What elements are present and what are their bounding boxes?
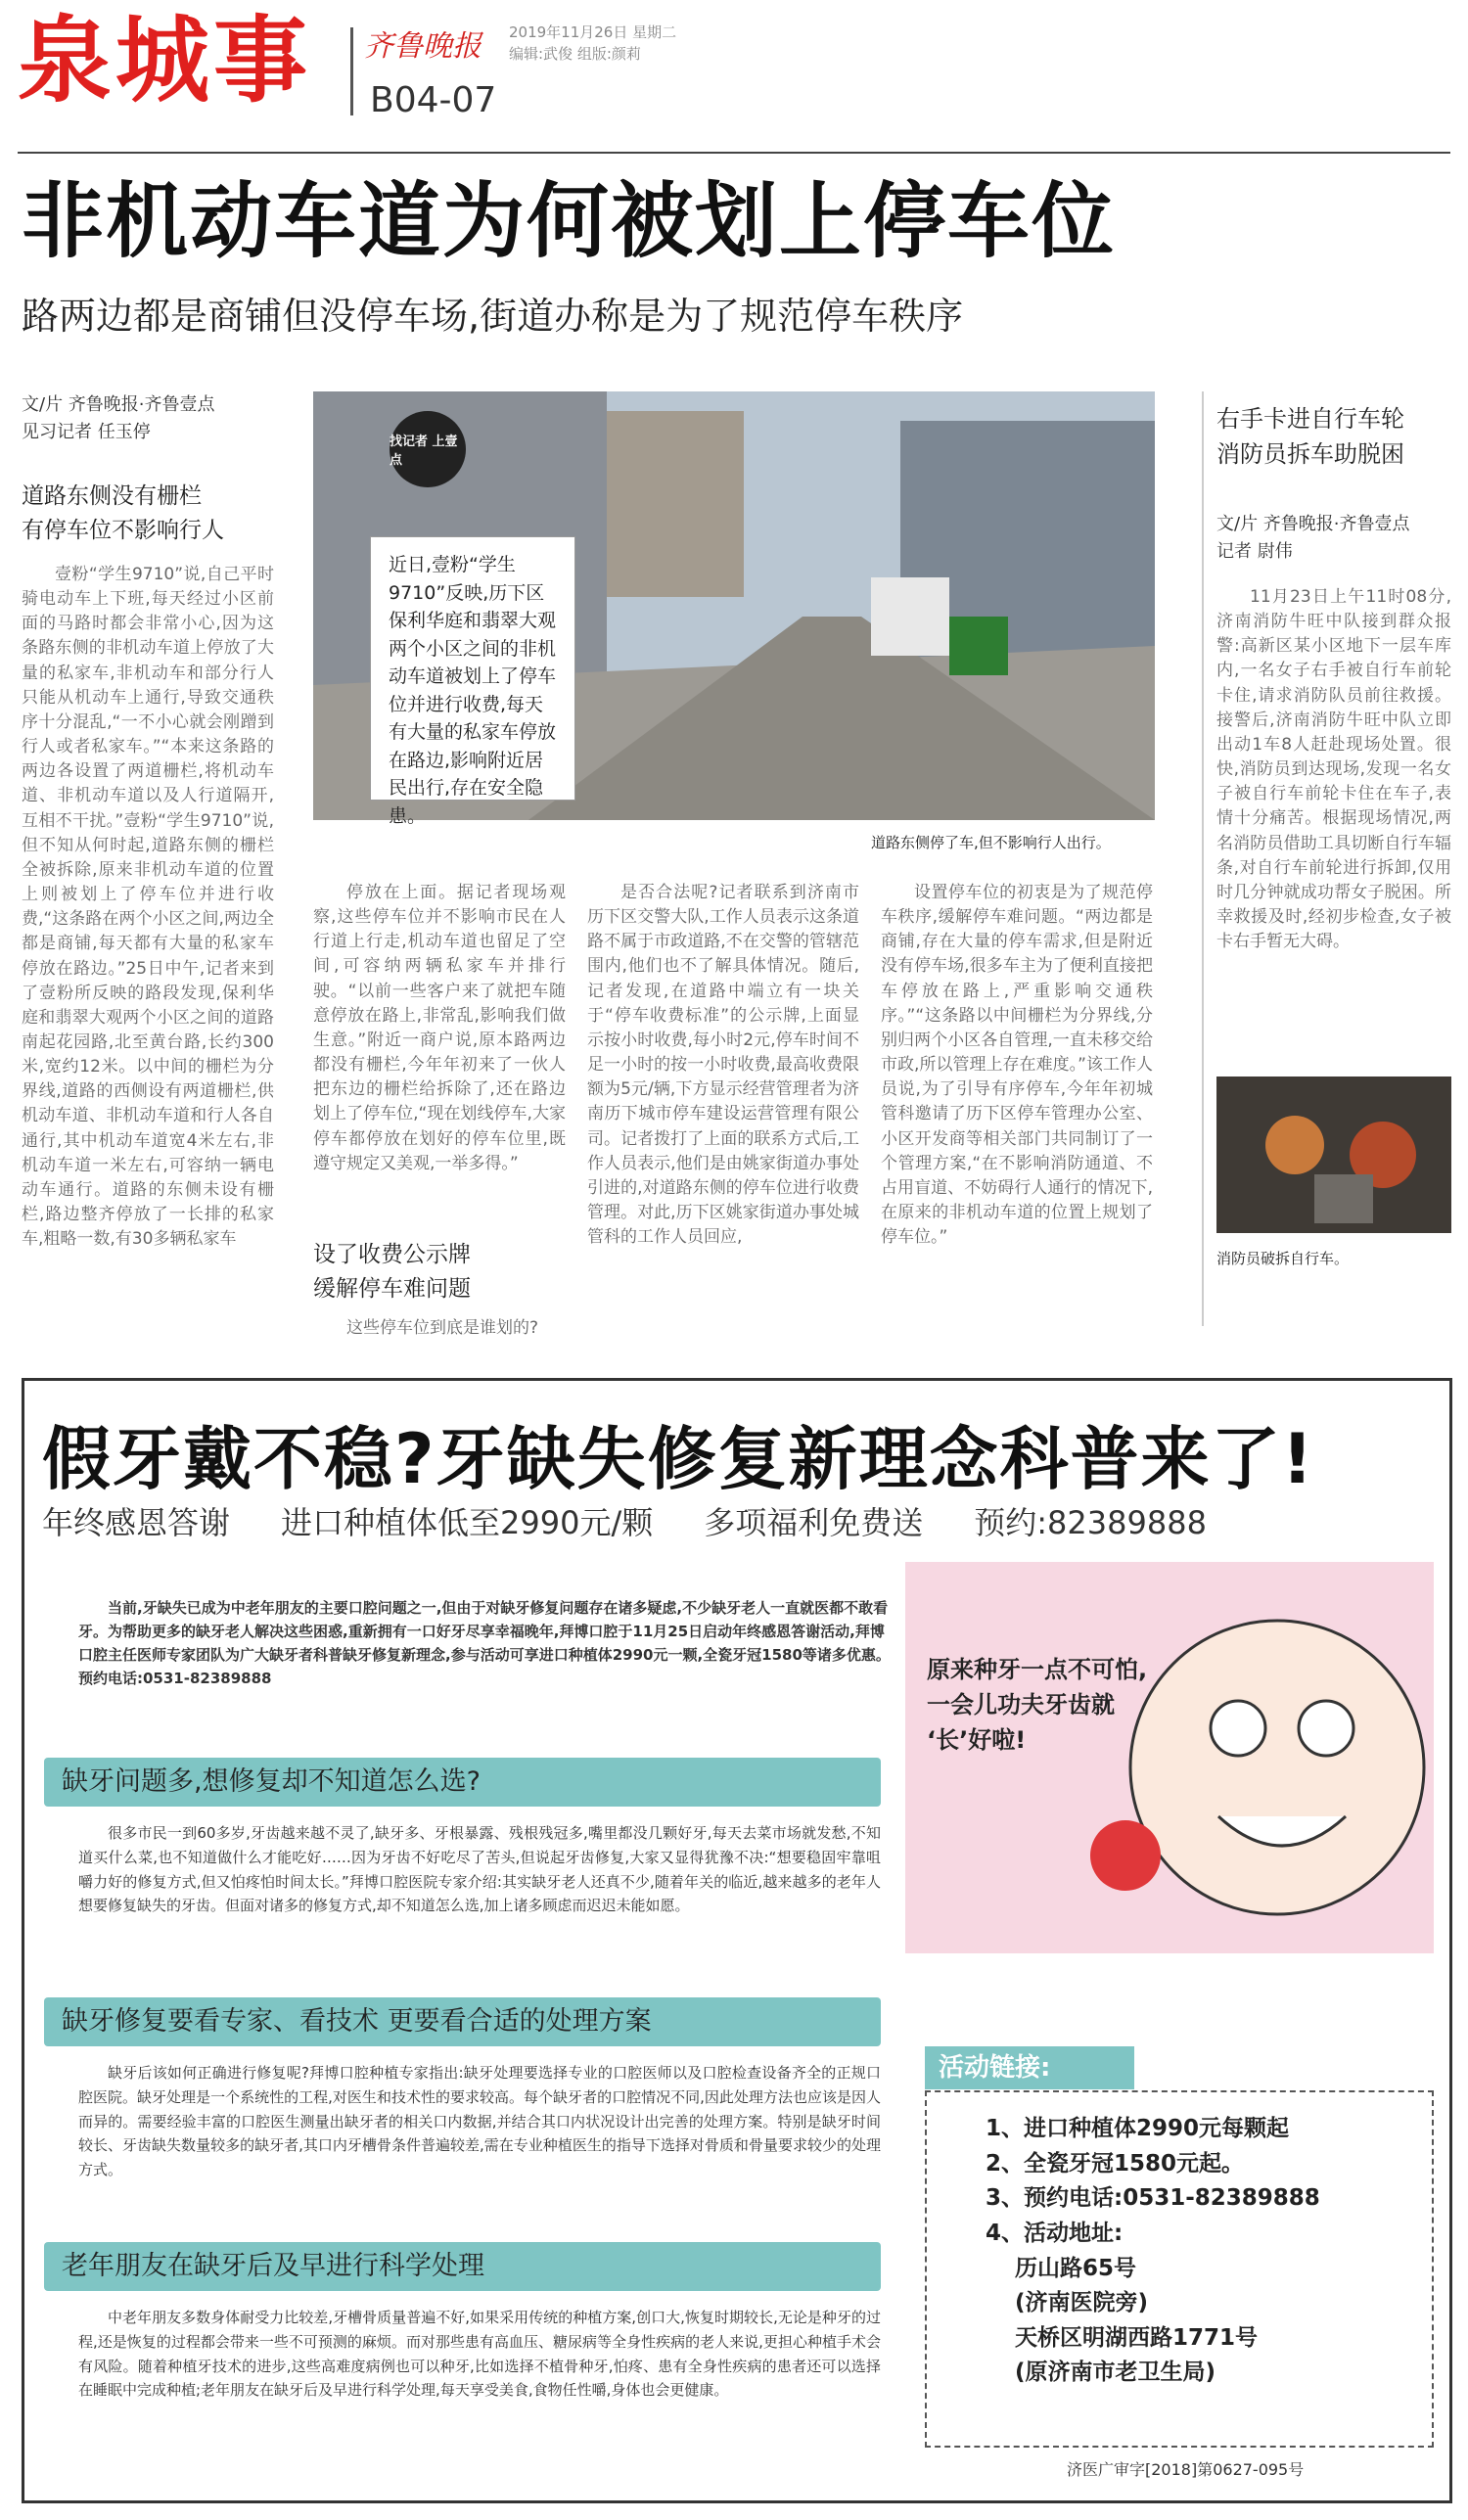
headline: 非机动车道为何被划上停车位 xyxy=(22,173,1117,269)
side-story-headline: 右手卡进自行车轮 消防员拆车助脱困 xyxy=(1216,405,1404,468)
column-1: 壹粉“学生9710”说,自己平时骑电动车上下班,每天经过小区前面的马路时都会非常小心,因为这条路东侧的非机动车道上停放了大量的私家车,非机动车和部分行人只能从机动车上通行,导致交通秩序十分混乱,“一不小心就会刚蹭到行人或者私家车。”“本来这条路的两边各设置了两道栅栏,将机动车道、非机动车道以及人行道隔开,互相不干扰。”壹粉“学生9710”说,但不知从何时起,道路东侧的栅栏全被拆除,原来非机动车道的位置上则被划上了停车位并进行收费,“这条路在两个小区之间,两边全都是商铺,每天都有大量的私家车停放在路边。”25日中午,记者来到了壹粉所反映的路段发现,保利华庭和翡翠大观两个小区之间的道路南起花园路,北至黄台路,长约300米,宽约12米。以中间的栅栏为分界线,道路的西侧设有两道栅栏,供机动车道、非机动车道和行人各自通行,其中机动车道宽4米左右,非机动车道一米左右,可容纳一辆电动车通行。道路的东侧未设有栅栏,路边整齐停放了一长排的私家车,粗略一数,有30多辆私家车 xyxy=(22,565,274,1250)
dental-advertisement xyxy=(22,1378,1452,2503)
activity-item-3: 3、预约电话:0531-82389888 xyxy=(986,2185,1320,2212)
activity-item-4: 4、活动地址: xyxy=(986,2220,1124,2246)
side-story-caption: 消防员破拆自行车。 xyxy=(1216,1250,1350,1267)
column-2: 停放在上面。据记者现场观察,这些停车位并不影响市民在人行道上行走,机动车道也留足了空间,可容纳两辆私家车并排行驶。“以前一些客户来了就把车随意停放在路上,非常乱,影响我们做生意。”附近一商户说,原本路两边都没有栅栏,今年年初来了一伙人把东边的栅栏给拆除了,还在路边划上了停车位,“现在划线停车,大家停车都停放在划好的停车位里,既遵守规定又美观,一举多得。” xyxy=(313,883,566,1173)
ad-section-2-title: 缺牙修复要看专家、看技术 更要看合适的处理方案 xyxy=(44,1997,881,2046)
editor-credits: 编辑:武俊 组版:颜莉 xyxy=(509,45,641,63)
subheadline: 路两边都是商铺但没停车场,街道办称是为了规范停车秩序 xyxy=(22,295,964,338)
section-name: 泉城事 xyxy=(18,6,311,115)
ad-sub-price: 进口种植体低至2990元/颗 xyxy=(281,1504,654,1541)
cartoon-speech: 原来种牙一点不可怕, 一会儿功夫牙齿就 ‘长’好啦! xyxy=(927,1656,1148,1754)
ad-sub-thanks: 年终感恩答谢 xyxy=(42,1504,231,1541)
column-4: 设置停车位的初衷是为了规范停车秩序,缓解停车难问题。“两边都是商铺,存在大量的停车需求,但是附近没有停车场,很多车主为了便利直接把车停放在路上,严重影响交通秩序。”“这条路以中间栅栏为分界线,分别归两个小区各自管理,一直未移交给市政,所以管理上存在难度。”该工作人员说,为了引导有序停车,今年年初城管科邀请了历下区停车管理办公室、小区开发商等相关部门共同制订了一个管理方案,“在不影响消防通道、不占用盲道、不妨碍行人通行的情况下,在原来的非机动车道的位置上规划了停车位。” xyxy=(881,883,1153,1248)
column-2-tail: 这些停车位到底是谁划的? xyxy=(346,1318,539,1338)
ad-intro: 当前,牙缺失已成为中老年朋友的主要口腔问题之一,但由于对缺牙修复问题存在诸多疑虑,不少缺牙老人一直就医都不敢看牙。为帮助更多的缺牙老人解决这些困惑,重新拥有一口好牙尽享幸福晚年,拜博口腔于11月25日启动年终感恩答谢活动,拜博口腔主任医师专家团队为广大缺牙者科普缺牙修复新理念,参与活动可享进口种植体2990元一颗,全瓷牙冠1580等诸多优惠。预约电话:0531-82389888 xyxy=(78,1599,891,1687)
activity-address-2: 天桥区明湖西路1771号 xyxy=(1015,2324,1259,2351)
ad-cartoon xyxy=(905,1562,1434,1953)
ad-subline xyxy=(42,1498,1432,1543)
activity-tag: 活动链接: xyxy=(925,2046,1134,2089)
sidehead-2: 设了收费公示牌 缓解停车难问题 xyxy=(313,1242,471,1302)
ad-sub-gifts: 多项福利免费送 xyxy=(704,1504,924,1541)
side-story-byline: 文/片 齐鲁晚报·齐鲁壹点 记者 尉伟 xyxy=(1216,514,1410,562)
side-story-text: 11月23日上午11时08分,济南消防牛旺中队接到群众报警:高新区某小区地下一层车库内,一名女子右手被自行车前轮卡住,请求消防队员前往救援。接警后,济南消防牛旺中队立即出动1车8人赶赴现场处置。很快,消防员到达现场,发现一名女子被自行车前轮卡住在车子,表情十分痛苦。根据现场情况,两名消防员借助工具切断自行车辐条,对自行车前轮进行拆卸,仅用时几分钟就成功帮女子脱困。所幸救援及时,经初步检查,女子被卡右手暂无大碍。 xyxy=(1216,587,1451,952)
side-story-divider xyxy=(1202,391,1204,1326)
page-number: B04-07 xyxy=(370,80,497,120)
column-3: 是否合法呢?记者联系到济南市历下区交警大队,工作人员表示这条道路不属于市政道路,不在交警的管辖范围内,他们也不了解具体情况。随后,记者发现,在道路中端立有一块关于“停车收费标准”的公示牌,上面显示按小时收费,每小时2元,停车时间不足一小时的按一小时收费,最高收费限额为5元/辆,下方显示经营管理者为济南历下城市停车建设运营管理有限公司。记者拨打了上面的联系方式后,工作人员表示,他们是由姚家街道办事处引进的,对道路东侧的停车位进行收费管理。对此,历下区姚家街道办事处城管科的工作人员回应, xyxy=(587,883,859,1248)
ad-title: 假牙戴不稳?牙缺失修复新理念科普来了! xyxy=(42,1419,1315,1499)
firefighter-illustration xyxy=(1216,1077,1451,1233)
activity-box xyxy=(925,2090,1434,2448)
masthead-rule xyxy=(18,152,1450,154)
ad-license: 济医广审字[2018]第0627-095号 xyxy=(1067,2460,1305,2479)
ad-section-1-title: 缺牙问题多,想修复却不知道怎么选? xyxy=(44,1758,881,1807)
firefighter-photo xyxy=(1216,1077,1451,1233)
ad-section-2-text: 缺牙后该如何正确进行修复呢?拜博口腔种植专家指出:缺牙处理要选择专业的口腔医师以及口腔检查设备齐全的正规口腔医院。缺牙处理是一个系统性的工程,对医生和技术性的要求较高。每个缺牙者的口腔情况不同,因此处理方法也应该是因人而异的。需要经验丰富的口腔医生测量出缺牙者的相关口内数据,并结合其口内状况设计出完善的处理方案。特别是缺牙时间较长、牙齿缺失数量较多的缺牙者,其口内牙槽骨条件普遍较差,需在专业种植医生的指导下选择对骨质和骨量要求较少的处理方式。 xyxy=(78,2064,881,2178)
activity-address-1: 历山路65号 xyxy=(1015,2255,1137,2281)
qr-badge-label: 找记者 上壹点 xyxy=(390,435,458,468)
photo-callout: 近日,壹粉“学生9710”反映,历下区保利华庭和翡翠大观两个小区之间的非机动车道被划上了停车位并进行收费,每天有大量的私家车停放在路边,影响附近居民出行,存在安全隐患。 xyxy=(370,536,575,801)
sidehead-1: 道路东侧没有栅栏 有停车位不影响行人 xyxy=(22,483,224,543)
activity-address-2-note: (原济南市老卫生局) xyxy=(1015,2360,1216,2386)
activity-item-2: 2、全瓷牙冠1580元起。 xyxy=(986,2150,1245,2176)
ad-section-3-text: 中老年朋友多数身体耐受力比较差,牙槽骨质量普遍不好,如果采用传统的种植方案,创口大,恢复时期较长,无论是种牙的过程,还是恢复的过程都会带来一些不可预测的麻烦。而对那些患有高血压、糖尿病等全身性疾病的老人来说,更担心种植手术会有风险。随着种植牙技术的进步,这些高难度病例也可以种牙,比如选择不植骨种牙,怕疼、患有全身性疾病的患者还可以选择在睡眠中完成种植;老年朋友在缺牙后及早进行科学处理,每天享受美食,食物任性嚼,身体也会更健康。 xyxy=(78,2309,881,2400)
issue-date: 2019年11月26日 星期二 xyxy=(509,23,677,41)
smiling-elder-illustration xyxy=(905,1562,1434,1953)
ad-section-1-text: 很多市民一到60多岁,牙齿越来越不灵了,缺牙多、牙根暴露、残根残冠多,嘴里都没几颗好牙,每天去菜市场就发愁,不知道买什么菜,也不知道做什么才能吃好……因为牙齿不好吃尽了苦头,但说起牙齿修复,大家又显得犹豫不决:“想要稳固牢靠咀嚼力好的修复方式,但又怕疼怕时间太长。”拜博口腔医院专家介绍:其实缺牙老人还真不少,随着年关的临近,越来越多的老年人想要修复缺失的牙齿。但面对诸多的修复方式,却不知道怎么选,加上诸多顾虑而迟迟未能如愿。 xyxy=(78,1824,881,1915)
masthead-divider xyxy=(350,27,353,115)
activity-item-1: 1、进口种植体2990元每颗起 xyxy=(986,2116,1290,2141)
ad-section-3-title: 老年朋友在缺牙后及早进行科学处理 xyxy=(44,2242,881,2291)
qr-badge xyxy=(390,411,466,487)
photo-caption: 道路东侧停了车,但不影响行人出行。 xyxy=(871,834,1111,851)
main-byline: 文/片 齐鲁晚报·齐鲁壹点 见习记者 任玉停 xyxy=(22,394,215,442)
ad-sub-phone: 预约:82389888 xyxy=(974,1504,1207,1541)
newspaper-brand: 齐鲁晚报 xyxy=(364,29,482,64)
activity-address-1-note: (济南医院旁) xyxy=(1015,2290,1149,2316)
